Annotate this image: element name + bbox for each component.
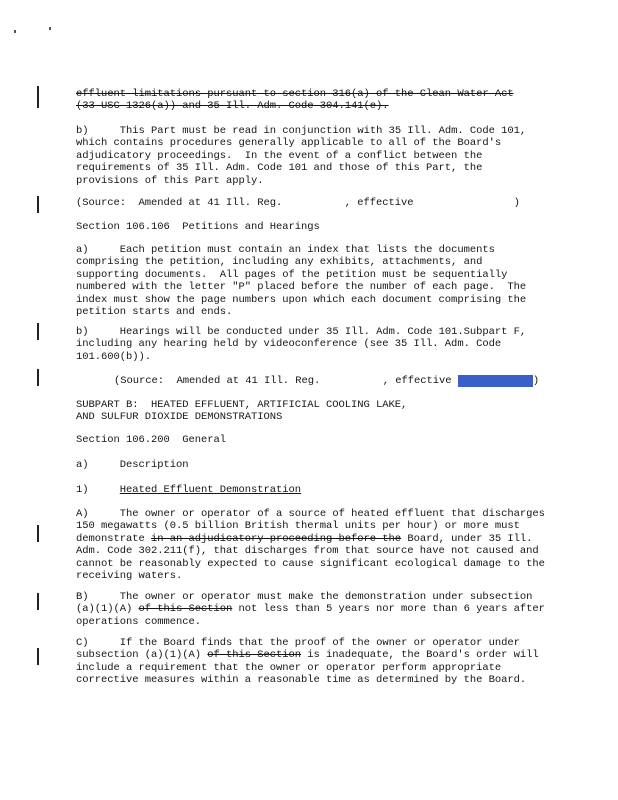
paragraph-text: Heated Effluent Demonstration — [119, 484, 302, 496]
struck-text: of this Section — [207, 649, 302, 662]
paragraph-a-petition — [76, 244, 546, 318]
paragraph-C — [76, 637, 546, 687]
paragraph-text: not less than 5 years nor more than 6 years after operations commence. — [76, 603, 552, 628]
paragraph-b-hearings — [76, 326, 546, 363]
paragraph-text: Board, under 35 Ill. Adm. Code 302.211(f), that discharges from that source have not caused and cannot be reasonably expected to cause significant ecological damage to the receiving waters. — [76, 532, 552, 583]
paragraph-label: C) — [76, 637, 89, 649]
revision-bar — [37, 196, 39, 213]
paragraph-a-description — [76, 459, 546, 471]
struck-text: in an adjudicatory proceeding before the — [151, 532, 402, 545]
struck-line: effluent limitations pursuant to section 316(a) of the Clean Water Act — [76, 88, 514, 100]
paragraph-text: is inadequate, the Board's order will include a requirement that the owner or operator perform appropriate corrective measures within a reasonable time as determined by the Board. — [76, 649, 545, 687]
source-close: ) — [532, 375, 540, 387]
revision-bar — [37, 525, 39, 542]
paragraph-1-heated-effluent — [76, 484, 546, 496]
paragraph-label: b) — [76, 125, 89, 137]
source-note: (Source: Amended at 41 Ill. Reg. , effective ) — [76, 197, 520, 209]
paragraph-label: A) — [76, 508, 89, 520]
struck-text: of this Section — [138, 603, 233, 616]
subpart-line: SUBPART B: HEATED EFFLUENT, ARTIFICIAL COOLING LAKE, — [76, 399, 408, 411]
subpart-heading — [76, 399, 546, 424]
effective-date-highlight: ____________ — [457, 375, 533, 387]
source-note — [114, 375, 554, 387]
paragraph-label: B) — [76, 591, 89, 603]
revision-bar — [37, 593, 39, 610]
struck-paragraph — [76, 88, 546, 113]
revision-bar — [37, 323, 39, 340]
revision-bar — [37, 369, 39, 386]
paragraph-text: Hearings will be conducted under 35 Ill. Adm. Code 101.Subpart F, including any hearing held by videoconference (see 35 Ill. Adm. Code 101.600(b)). — [76, 326, 533, 363]
section-heading: Section 106.106 Petitions and Hearings — [76, 221, 320, 233]
paragraph-B — [76, 591, 552, 628]
paragraph-text: The owner or operator of a source of heated effluent that discharges 150 megawatts (0.5 billion British thermal units per hour) or more must demonstrate — [76, 508, 552, 545]
paragraph-text: Each petition must contain an index that lists the documents comprising the petition, including any exhibits, attachments, and supporting documents. All pages of the petition must be sequentially numbered with the letter "P" placed before the number of each page. The index must show the page numbers upon which each document comprising the petition starts and ends. — [76, 244, 533, 319]
subpart-line: AND SULFUR DIOXIDE DEMONSTRATIONS — [76, 411, 283, 424]
section-heading: Section 106.200 General — [76, 434, 227, 446]
revision-bar — [37, 648, 39, 665]
source-text: (Source: Amended at 41 Ill. Reg. , effective — [114, 375, 452, 387]
paragraph-text: Description — [119, 459, 189, 471]
paragraph-text: If the Board finds that the proof of the owner or operator under subsection (a)(1)(A) — [76, 637, 527, 662]
paragraph-label: 1) — [76, 484, 89, 496]
paragraph-b-conjunction — [76, 125, 546, 187]
scan-speck — [49, 27, 51, 30]
paragraph-text: This Part must be read in conjunction with 35 Ill. Adm. Code 101, which contains procedures generally applicable to all of the Board's adjudicatory proceedings. In the event of a conflict between the requirements of 35 Ill. Adm. Code 101 and those of this Part, the provisions of this Part apply. — [76, 125, 533, 187]
paragraph-label: a) — [76, 459, 89, 471]
paragraph-label: b) — [76, 326, 89, 338]
scan-speck — [14, 30, 16, 33]
paragraph-A — [76, 508, 552, 583]
paragraph-text: The owner or operator must make the demonstration under subsection (a)(1)(A) — [76, 591, 539, 616]
struck-line: (33 USC 1326(a)) and 35 Ill. Adm. Code 304.141(e). — [76, 100, 389, 113]
paragraph-label: a) — [76, 244, 89, 256]
revision-bar — [37, 86, 39, 108]
